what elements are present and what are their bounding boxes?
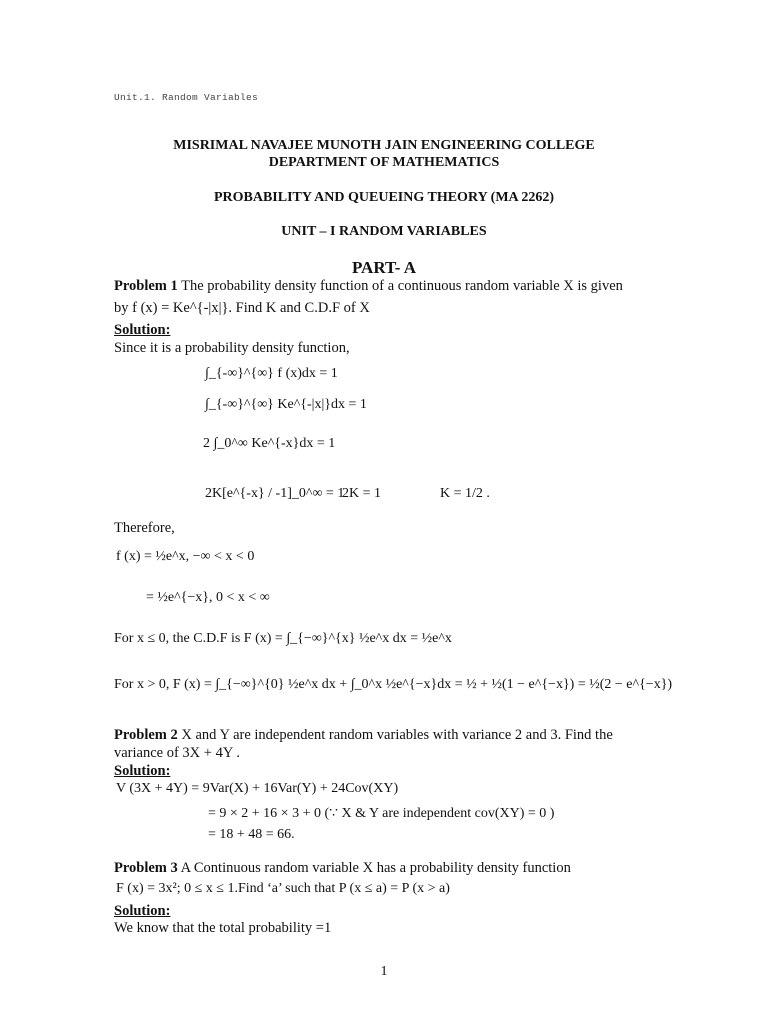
- problem-1-solution-label: Solution:: [114, 322, 171, 338]
- problem-3-statement-line2: F (x) = 3x²; 0 ≤ x ≤ 1.Find ‘a’ such that P (x ≤ a) = P (x > a): [116, 881, 450, 896]
- problem-1-text: The probability density function of a continuous random variable X is given: [177, 278, 623, 294]
- problem-1-statement-line1: [114, 278, 623, 295]
- page-number: 1: [380, 964, 388, 979]
- equation-2k: 2K = 1: [342, 486, 382, 501]
- running-header: Unit.1. Random Variables: [114, 92, 259, 103]
- problem-2-label: Problem 2: [114, 727, 178, 743]
- problem-3-text: A Continuous random variable X has a probability density function: [177, 860, 571, 876]
- problem-1-label: Problem 1: [114, 278, 178, 294]
- problem-2-substitution: = 9 × 2 + 16 × 3 + 0 (∵ X & Y are independent cov(XY) = 0 ): [208, 806, 555, 821]
- college-name: MISRIMAL NAVAJEE MUNOTH JAIN ENGINEERING COLLEGE: [173, 138, 595, 153]
- problem-2-text: X and Y are independent random variables with variance 2 and 3. Find the: [177, 727, 613, 743]
- problem-2-statement-line2: variance of 3X + 4Y .: [114, 745, 241, 761]
- cdf-negative: For x ≤ 0, the C.D.F is F (x) = ∫_{−∞}^{x} ½e^x dx = ½e^x: [114, 631, 452, 646]
- problem-1-solution-intro: Since it is a probability density function,: [114, 340, 350, 356]
- part-heading: PART- A: [351, 258, 417, 277]
- equation-integral-pdf: ∫_{-∞}^{∞} f (x)dx = 1: [205, 366, 338, 381]
- equation-integral-ke: ∫_{-∞}^{∞} Ke^{-|x|}dx = 1: [205, 397, 367, 412]
- problem-3-statement-line1: [114, 860, 571, 877]
- problem-2-solution-label: Solution:: [114, 763, 171, 779]
- problem-2-result: = 18 + 48 = 66.: [208, 827, 295, 842]
- equation-evaluated: 2K[e^{-x} / -1]_0^∞ = 1: [205, 486, 345, 501]
- problem-3-solution-intro: We know that the total probability =1: [114, 920, 332, 936]
- unit-title: UNIT – I RANDOM VARIABLES: [281, 224, 487, 239]
- pdf-positive-range: = ½e^{−x}, 0 < x < ∞: [146, 590, 270, 605]
- therefore-text: Therefore,: [114, 520, 175, 536]
- problem-1-text-line2: by f (x) = Ke^{-|x|}. Find K and C.D.F of X: [114, 300, 370, 316]
- equation-half-integral: 2 ∫_0^∞ Ke^{-x}dx = 1: [203, 436, 336, 451]
- problem-2-statement-line1: [114, 727, 613, 744]
- course-title: PROBABILITY AND QUEUEING THEORY (MA 2262): [213, 190, 555, 205]
- pdf-negative-range: f (x) = ½e^x, −∞ < x < 0: [116, 549, 255, 564]
- problem-3-label: Problem 3: [114, 860, 178, 876]
- equation-k-value: K = 1/2 .: [440, 486, 490, 501]
- department-name: DEPARTMENT OF MATHEMATICS: [268, 155, 500, 170]
- cdf-positive: For x > 0, F (x) = ∫_{−∞}^{0} ½e^x dx + ∫_0^x ½e^{−x}dx = ½ + ½(1 − e^{−x}) = ½(2 − e^{−x}): [114, 677, 673, 692]
- problem-1-statement-line2: [114, 300, 370, 317]
- problem-2-variance-expansion: V (3X + 4Y) = 9Var(X) + 16Var(Y) + 24Cov(XY): [116, 781, 399, 796]
- problem-3-solution-label: Solution:: [114, 903, 171, 919]
